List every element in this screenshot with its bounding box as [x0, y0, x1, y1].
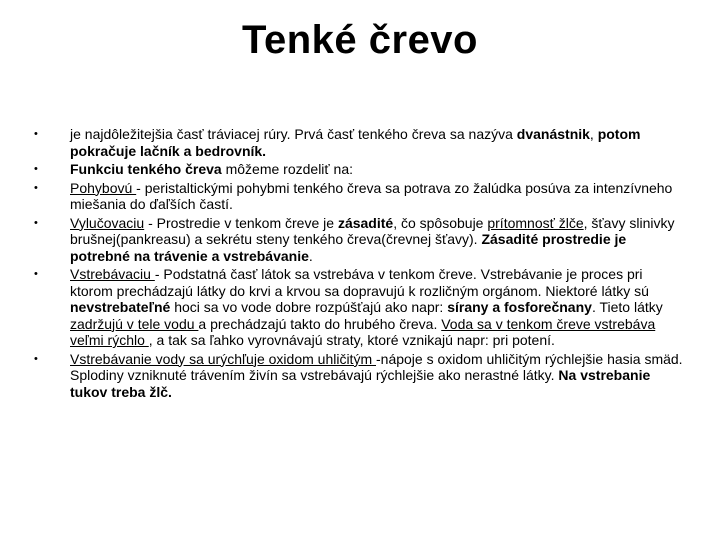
- bullet-text-segment: - Podstatná časť látok sa vstrebáva v tenkom čreve. Vstrebávanie je proces pri ktorom prechádzajú látky do krvi a krvou sa dopravujú k rozličným orgánom. Niektoré látky sú: [70, 266, 649, 299]
- bullet-item: [34, 266, 684, 349]
- bullet-item: [34, 126, 684, 159]
- bullet-item: [34, 215, 684, 265]
- bullet-text-segment: zadržujú v tele vodu: [70, 315, 199, 332]
- bullet-text-segment: dvanástnik: [516, 126, 590, 142]
- bullet-text-segment: Zásadité prostredie je potrebné na trávenie a vstrebávanie: [70, 231, 627, 264]
- bullet-text-segment: .: [308, 247, 313, 264]
- bullet-text-segment: Vstrebávaciu: [70, 266, 155, 282]
- bullet-text-segment: môžeme rozdeliť na:: [221, 161, 354, 177]
- bullet-text-segment: Pohybovú: [70, 179, 137, 196]
- bullet-dot-icon: •: [34, 181, 38, 194]
- bullet-text-segment: -nápoje s oxidom uhličitým rýchlejšie hasia smäd. Splodiny vzniknuté trávením živín sa vstrebávajú rýchlejšie ako nerastné látky.: [70, 350, 683, 383]
- bullet-item: [34, 161, 684, 178]
- bullet-text-segment: Na vstrebanie tukov treba žlč.: [70, 367, 651, 400]
- bullet-dot-icon: •: [34, 128, 38, 140]
- bullet-dot-icon: •: [34, 352, 38, 365]
- bullet-text-segment: Voda sa v tenkom čreve vstrebáva veľmi rýchlo: [70, 315, 656, 348]
- bullet-text-segment: ,: [589, 126, 598, 142]
- bullet-dot-icon: •: [34, 216, 38, 229]
- bullet-text-segment: , čo spôsobuje: [393, 214, 488, 231]
- bullet-text-segment: - Prostredie v tenkom čreve je: [144, 214, 338, 231]
- bullet-text-segment: prítomnosť žlče: [487, 214, 584, 231]
- slide-title: Tenké črevo: [242, 18, 478, 62]
- bullet-item: [34, 351, 684, 401]
- bullet-text-segment: . Tieto látky: [591, 299, 663, 315]
- bullet-text-segment: , a tak sa ľahko vyrovnávajú straty, ktoré vznikajú napr: pri potení.: [148, 332, 555, 348]
- bullet-dot-icon: •: [34, 268, 38, 280]
- bullet-text-segment: je najdôležitejšia časť tráviacej rúry. Prvá časť tenkého čreva sa nazýva: [70, 126, 517, 142]
- bullet-list: [34, 126, 684, 402]
- bullet-text-segment: a prechádzajú takto do hrubého čreva.: [198, 315, 442, 332]
- bullet-text-segment: - peristaltickými pohybmi tenkého čreva sa potrava zo žalúdka posúva za intenzívneho miešania do ďaľších častí.: [70, 179, 673, 212]
- bullet-dot-icon: •: [34, 163, 38, 175]
- bullet-text-segment: Funkciu tenkého čreva: [70, 161, 222, 177]
- bullet-text-segment: , šťavy slinivky brušnej(pankreasu) a sekrétu steny tenkého čreva(črevnej šťavy).: [70, 214, 675, 247]
- bullet-text-segment: sírany a fosforečnany: [447, 299, 592, 315]
- bullet-text-segment: hoci sa vo vode dobre rozpúšťajú ako napr:: [170, 299, 448, 315]
- bullet-item: [34, 180, 684, 213]
- bullet-text-segment: potom pokračuje lačník a bedrovník.: [70, 126, 641, 159]
- bullet-text-segment: nevstrebateľné: [70, 299, 171, 315]
- bullet-text-segment: zásadité: [337, 214, 394, 231]
- bullet-text-segment: Vstrebávanie vody sa urýchľuje oxidom uhličitým: [70, 350, 376, 367]
- bullet-text-segment: Vylučovaciu: [70, 214, 145, 231]
